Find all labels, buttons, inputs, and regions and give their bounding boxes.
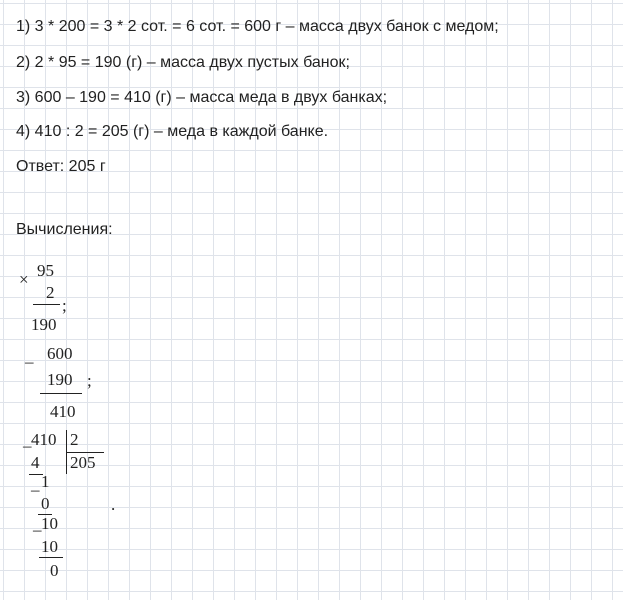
multiply-line: [33, 304, 60, 305]
division-row: 0: [41, 494, 50, 513]
multiply-top: 95: [37, 261, 54, 280]
division-row: 10: [41, 537, 58, 556]
division-row-line: [39, 557, 63, 558]
division-divisor: 2: [70, 430, 79, 449]
division-remainder: 0: [50, 561, 59, 580]
division-row: 4: [31, 453, 40, 472]
division-minus: –: [31, 480, 40, 499]
subtract-end: ;: [87, 371, 92, 390]
multiply-end: ;: [62, 296, 67, 315]
division-dividend: 410: [31, 430, 57, 449]
stray-dot: .: [111, 495, 116, 514]
multiply-bottom: 2: [46, 283, 55, 302]
division-minus: –: [33, 520, 42, 539]
subtract-top: 600: [47, 344, 73, 363]
subtract-line: [40, 393, 82, 394]
calc-heading: Вычисления:: [16, 221, 113, 238]
multiply-sign: ×: [19, 270, 29, 289]
solution-step-3: 3) 600 – 190 = 410 (г) – масса меда в двух банках;: [16, 89, 388, 106]
solution-step-4: 4) 410 : 2 = 205 (г) – меда в каждой банке.: [16, 123, 329, 140]
answer: Ответ: 205 г: [16, 158, 106, 175]
division-row: 1: [41, 472, 50, 491]
division-minus: –: [23, 436, 32, 455]
subtract-sign: –: [25, 352, 34, 371]
solution-step-2: 2) 2 * 95 = 190 (г) – масса двух пустых банок;: [16, 54, 350, 71]
division-row: 10: [41, 514, 58, 533]
subtract-bottom: 190: [47, 370, 73, 389]
subtract-result: 410: [50, 402, 76, 421]
multiply-result: 190: [31, 315, 57, 334]
division-quotient: 205: [70, 453, 96, 472]
solution-step-1: 1) 3 * 200 = 3 * 2 сот. = 6 сот. = 600 г – масса двух банок с медом;: [16, 18, 499, 35]
